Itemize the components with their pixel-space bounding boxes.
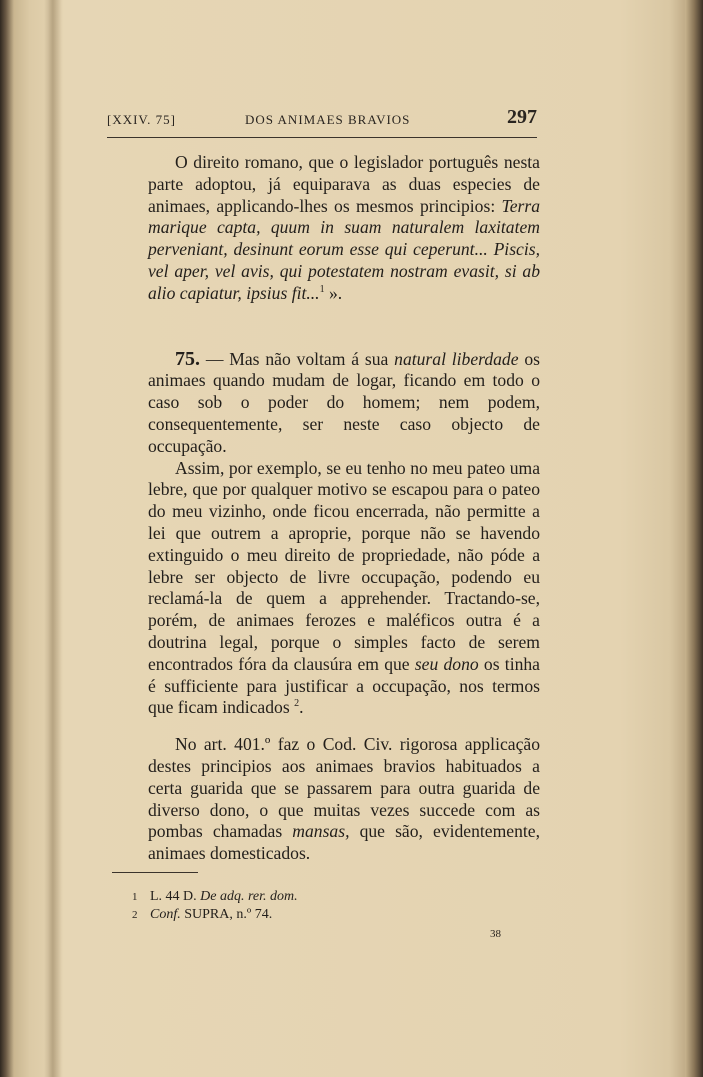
footnote-text: L. 44 D. — [150, 889, 201, 904]
paragraph-1 — [148, 152, 540, 305]
footnote-italic: De adq. rer. dom. — [200, 889, 298, 904]
p1-latin-quote: Terra marique capta, quum in suam naturalem laxitatem perveniant, desinunt eorum esse qui ceperunt... Piscis, vel aper, vel avis, qui potestatem nostram evasit, si ab alio capiatur, ipsius fit... — [148, 195, 540, 303]
running-header — [107, 108, 537, 132]
header-rule — [107, 137, 537, 138]
book-spine-shadow — [44, 0, 62, 1077]
p3-text-b: os tinha é sufficiente para justificar a occupação, nos termos que ficam indicados — [148, 653, 540, 718]
page — [62, 0, 682, 1077]
p2-text-b: os animaes quando mudam de logar, ficando em todo o caso sob o poder do homem; nem podem, consequentemente, ser neste caso objecto de occupação. — [148, 348, 541, 456]
p3-text-a: Assim, por exemplo, se eu tenho no meu pateo uma lebre, que por qualquer motivo se escapou para o pateo do meu vizinho, onde ficou encerrada, não permitte a lei que outrem a aproprie, porque não se havendo extinguido o meu direito de propriedade, não póde a lebre ser objecto de livre occupação, podendo eu reclamá-la de quem a apprehender. Tractando-se, porém, de animaes ferozes e maléficos outra é a doutrina legal, porque o simples facto de serem encontrados fóra da clausúra em que — [148, 457, 540, 674]
body-text — [148, 152, 540, 865]
header-section-ref: [XXIV. 75] — [107, 112, 176, 127]
printer-signature-mark: 38 — [490, 928, 501, 940]
p1-text: O direito romano, que o legislador português nesta parte adoptou, já equiparava as duas especies de animaes, applicando-lhes os mesmos principios: — [148, 152, 540, 216]
footnote-text-b: SUPRA, n.º 74. — [180, 907, 273, 922]
p3-end: . — [299, 697, 304, 718]
section-number: 75. — [175, 347, 200, 370]
page-edge — [685, 0, 703, 1077]
paragraph-3 — [148, 458, 540, 720]
footnote-italic: Conf. — [150, 907, 181, 922]
header-title: DOS ANIMAES BRAVIOS — [245, 112, 411, 127]
paragraph-2 — [148, 349, 540, 458]
footnotes — [132, 888, 492, 924]
footnote-number: 2 — [132, 909, 138, 921]
footnote-2 — [132, 906, 492, 924]
p2-text-a: — Mas não voltam á sua — [200, 348, 395, 369]
footnote-number: 1 — [132, 891, 138, 903]
p3-italic: seu dono — [414, 653, 479, 674]
section-gap — [148, 305, 540, 349]
paragraph-gap — [148, 719, 540, 734]
p4-text-b: que são, evidentemente, animaes domesticados. — [148, 821, 540, 864]
p2-italic: natural liberdade — [394, 348, 519, 369]
footnote-ref-1: 1 — [319, 283, 325, 295]
footnote-rule — [112, 872, 198, 873]
p1-end: ». — [324, 282, 343, 303]
footnote-ref-2: 2 — [294, 698, 300, 710]
page-number: 297 — [507, 106, 537, 128]
footnote-1 — [132, 888, 492, 906]
p4-text-a: No art. 401.º faz o Cod. Civ. rigorosa applicação destes principios aos animaes bravios habituados a certa guarida que se passarem para outra guarida de diverso dono, o que muitas vezes succede com as pombas chamadas — [148, 734, 540, 842]
paragraph-4 — [148, 734, 540, 865]
p4-italic: mansas, — [292, 821, 350, 842]
